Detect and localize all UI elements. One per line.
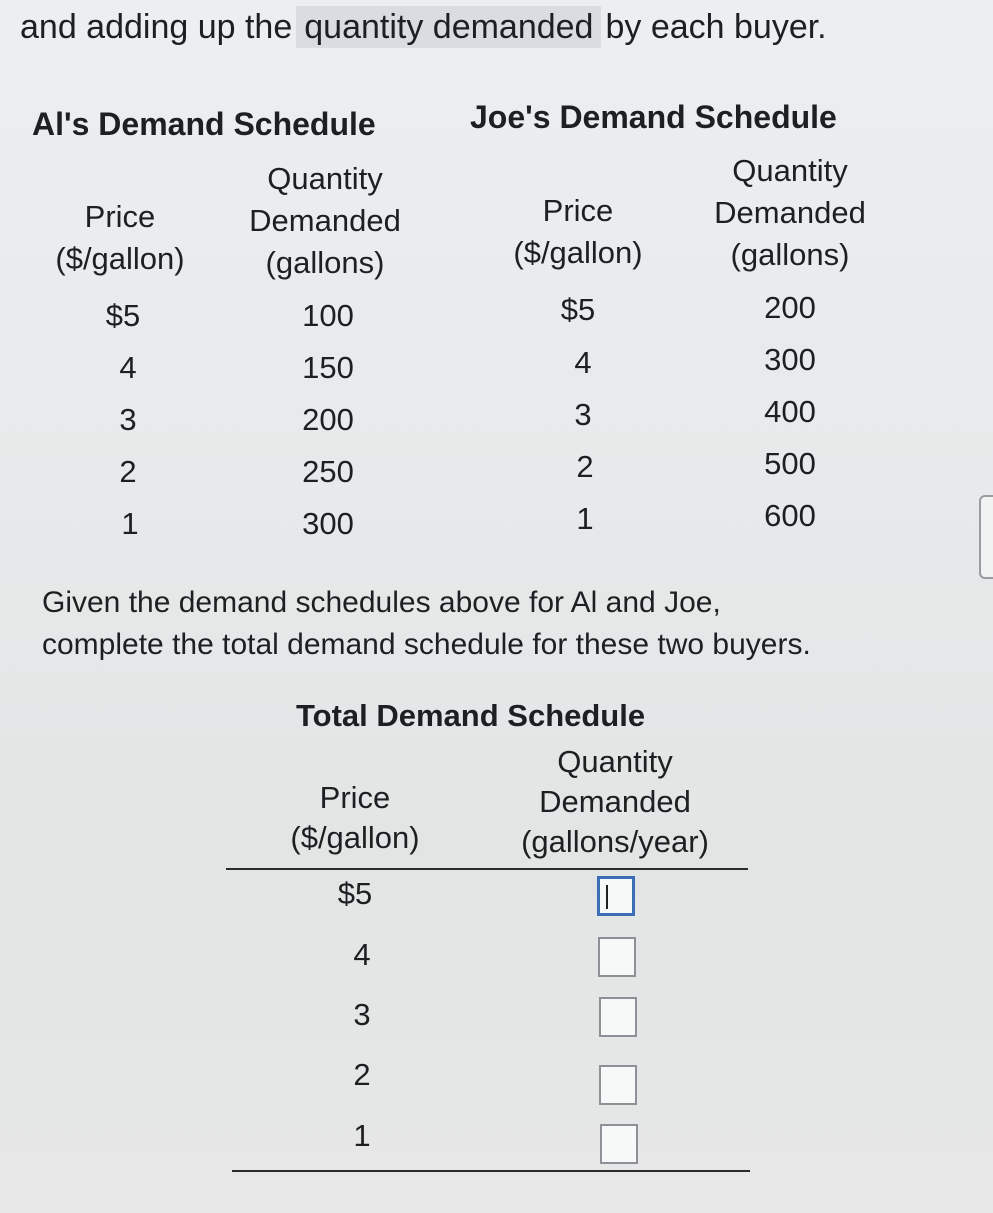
total-qty-input-2[interactable]	[599, 1065, 637, 1105]
al-qty-cell: 150	[302, 350, 354, 385]
joe-price-header-line: ($/gallon)	[513, 235, 643, 270]
al-price-cell: $5	[105, 298, 141, 333]
total-qty-input-1[interactable]	[600, 1124, 638, 1164]
intro-text-after: by each buyer.	[605, 8, 827, 46]
intro-sentence	[20, 8, 827, 47]
total-price-header-line: Price	[319, 780, 391, 815]
total-price-cell: 2	[353, 1057, 371, 1092]
joe-price-header	[498, 190, 658, 274]
joe-qty-cell: 300	[764, 342, 816, 377]
total-price-cell: 4	[353, 937, 371, 972]
al-qty-header	[235, 158, 415, 284]
instructions-line: complete the total demand schedule for these two buyers.	[42, 628, 811, 661]
joe-qty-cell: 400	[764, 394, 816, 429]
al-qty-header-line: (gallons)	[265, 245, 385, 280]
side-handle[interactable]	[979, 495, 993, 579]
al-qty-cell: 200	[302, 402, 354, 437]
joe-qty-header	[700, 150, 880, 276]
total-price-cell: $5	[337, 876, 373, 911]
total-qty-header-line: Quantity	[557, 744, 673, 779]
joe-qty-cell: 500	[764, 446, 816, 481]
al-qty-header-line: Quantity	[267, 161, 383, 196]
total-qty-input-3[interactable]	[599, 997, 637, 1037]
al-qty-header-line: Demanded	[249, 203, 401, 238]
joe-schedule-title: Joe's Demand Schedule	[470, 99, 837, 135]
total-price-cell: 1	[353, 1118, 371, 1153]
al-price-header-line: Price	[84, 199, 156, 234]
instructions-line: Given the demand schedules above for Al and Joe,	[42, 586, 721, 619]
table-bottom-rule	[232, 1170, 750, 1172]
total-qty-header	[505, 742, 725, 862]
al-price-header-line: ($/gallon)	[55, 241, 185, 276]
total-qty-header-line: (gallons/year)	[521, 824, 709, 859]
al-schedule-title: Al's Demand Schedule	[32, 106, 376, 142]
total-qty-header-line: Demanded	[539, 784, 691, 819]
total-schedule-title: Total Demand Schedule	[296, 698, 646, 733]
al-price-header	[40, 196, 200, 280]
al-price-cell: 2	[119, 454, 137, 489]
total-qty-input-4[interactable]	[598, 937, 636, 977]
al-qty-cell: 100	[302, 298, 354, 333]
intro-text-before: and adding up the	[20, 8, 293, 46]
joe-price-cell: 3	[574, 397, 592, 432]
al-price-cell: 3	[119, 402, 137, 437]
joe-price-cell: 2	[576, 449, 594, 484]
joe-price-cell: 1	[576, 501, 594, 536]
instructions	[42, 582, 942, 666]
al-price-cell: 1	[121, 506, 139, 541]
highlighted-term: quantity demanded	[296, 6, 601, 48]
al-qty-cell: 300	[302, 506, 354, 541]
al-qty-cell: 250	[302, 454, 354, 489]
total-price-header	[275, 778, 435, 858]
total-price-header-line: ($/gallon)	[290, 820, 420, 855]
joe-price-cell: 4	[574, 345, 592, 380]
joe-qty-cell: 600	[764, 498, 816, 533]
total-qty-input-5[interactable]	[597, 876, 635, 916]
al-price-cell: 4	[119, 350, 137, 385]
joe-qty-header-line: (gallons)	[730, 237, 850, 272]
table-top-rule	[226, 868, 748, 870]
joe-qty-header-line: Quantity	[732, 153, 848, 188]
total-price-cell: 3	[353, 997, 371, 1032]
joe-qty-cell: 200	[764, 290, 816, 325]
joe-price-cell: $5	[560, 292, 596, 327]
joe-qty-header-line: Demanded	[714, 195, 866, 230]
joe-price-header-line: Price	[542, 193, 614, 228]
